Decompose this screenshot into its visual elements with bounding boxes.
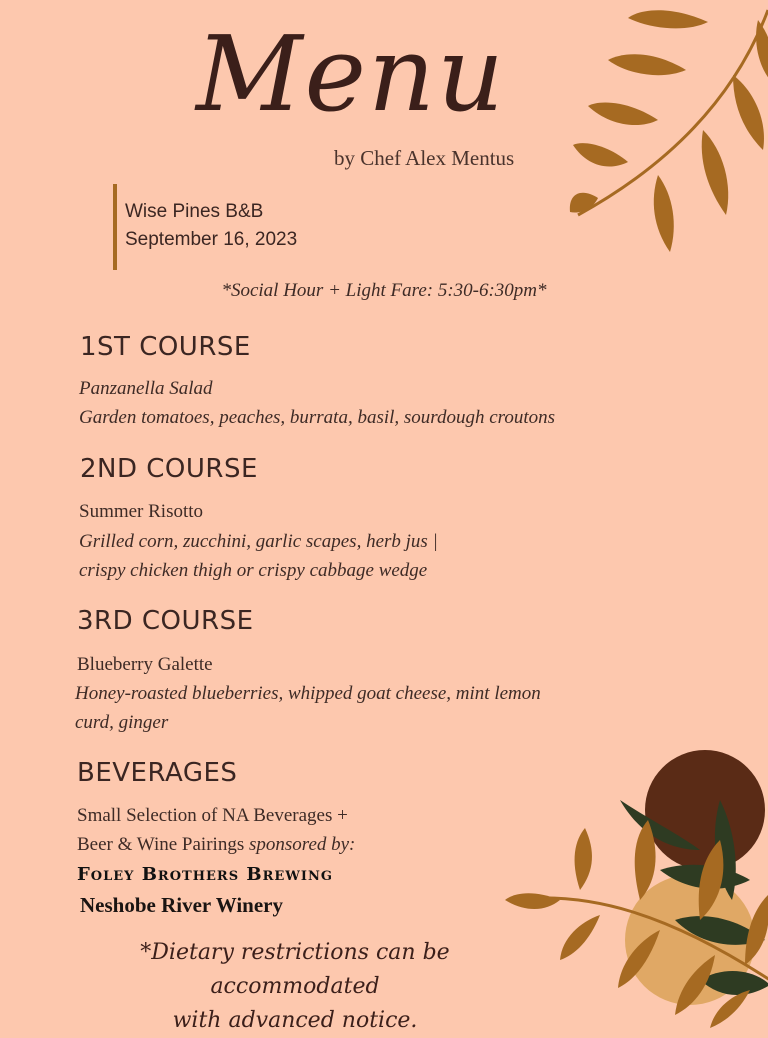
- dietary-note-line-2: with advanced notice.: [172, 1008, 418, 1033]
- beverages-line-2-plain: Beer & Wine Pairings: [77, 834, 249, 855]
- menu-title: Menu: [196, 13, 506, 135]
- course-3-dish: Blueberry Galette: [77, 654, 213, 675]
- course-2-description-line-1: Grilled corn, zucchini, garlic scapes, herb jus |: [79, 531, 438, 552]
- course-1-dish: Panzanella Salad: [79, 378, 213, 399]
- course-2-heading: 2ND COURSE: [80, 454, 258, 484]
- leaf-branch-icon: [558, 0, 768, 270]
- course-3-description-line-1: Honey-roasted blueberries, whipped goat cheese, mint lemon: [75, 683, 541, 704]
- beverages-line-2: [77, 830, 355, 859]
- course-2-description-line-2: crispy chicken thigh or crispy cabbage wedge: [79, 560, 428, 581]
- social-hour-note: *Social Hour + Light Fare: 5:30-6:30pm*: [221, 280, 547, 301]
- leaf-cluster-icon: [500, 740, 768, 1030]
- sponsor-brewery: Foley Brothers Brewing: [77, 864, 333, 885]
- dietary-note-line-1: *Dietary restrictions can be accommodated: [140, 940, 450, 999]
- course-1-description: Garden tomatoes, peaches, burrata, basil, sourdough croutons: [79, 407, 556, 428]
- sponsor-winery: Neshobe River Winery: [80, 893, 283, 917]
- beverages-sponsored-by: sponsored by:: [248, 834, 356, 855]
- venue-name: Wise Pines B&B: [125, 201, 264, 222]
- venue-accent-bar: [113, 184, 117, 270]
- beverages-heading: BEVERAGES: [77, 758, 238, 788]
- chef-byline: by Chef Alex Mentus: [334, 146, 515, 170]
- course-1-heading: 1ST COURSE: [80, 332, 251, 362]
- course-2-dish: Summer Risotto: [79, 501, 204, 522]
- beverages-line-1: Small Selection of NA Beverages +: [77, 805, 348, 826]
- course-3-heading: 3RD COURSE: [77, 606, 254, 636]
- dietary-note: [60, 936, 530, 1038]
- course-3-description-line-2: curd, ginger: [75, 712, 169, 733]
- venue-block: [125, 198, 297, 254]
- event-date: September 16, 2023: [125, 229, 298, 250]
